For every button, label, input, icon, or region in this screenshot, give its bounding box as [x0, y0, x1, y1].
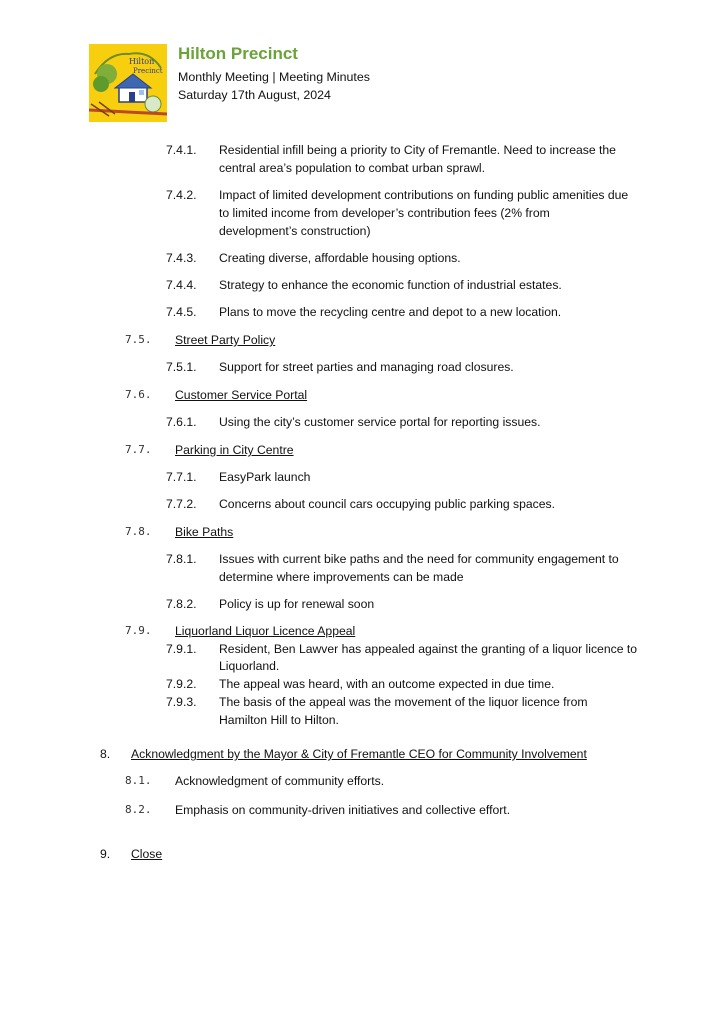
item-number: 7.4.4.	[166, 278, 197, 292]
logo-text-hilton: Hilton	[129, 57, 155, 66]
item-text: Acknowledgment of community efforts.	[175, 774, 385, 788]
item-number: 7.9.2.	[166, 677, 197, 691]
item-text: Strategy to enhance the economic function of industrial estates.	[219, 278, 562, 292]
section-heading: Street Party Policy	[175, 333, 276, 347]
item-number: 7.6.1.	[166, 415, 197, 429]
item-number: 7.8.2.	[166, 597, 197, 611]
item-text: Policy is up for renewal soon	[219, 597, 375, 611]
item-number: 7.7.1.	[166, 470, 197, 484]
org-title: Hilton Precinct	[178, 44, 298, 63]
logo-text-precinct: Precinct	[133, 67, 163, 75]
item-number: 8.1.	[125, 774, 152, 787]
meeting-date: Saturday 17th August, 2024	[178, 88, 331, 102]
hilton-precinct-logo	[89, 44, 167, 122]
item-number: 7.4.3.	[166, 251, 197, 265]
section-number: 7.5.	[125, 333, 152, 346]
section-number: 9.	[100, 847, 111, 861]
item-text: Impact of limited development contributions on funding public amenities due	[219, 188, 629, 202]
item-text: Emphasis on community-driven initiatives and collective effort.	[175, 803, 511, 817]
meeting-subtitle: Monthly Meeting | Meeting Minutes	[178, 70, 370, 84]
section-number: 8.	[100, 747, 111, 761]
item-number: 7.9.3.	[166, 695, 197, 709]
item-text: Resident, Ben Lawver has appealed against the granting of a liquor licence to	[219, 642, 638, 656]
section-number: 7.8.	[125, 525, 152, 538]
section-heading: Bike Paths	[175, 525, 234, 539]
item-number: 7.9.1.	[166, 642, 197, 656]
section-heading: Acknowledgment by the Mayor & City of Fremantle CEO for Community Involvement	[131, 747, 587, 761]
item-text: The basis of the appeal was the movement of the liquor licence from	[219, 695, 588, 709]
section-heading: Close	[131, 847, 163, 861]
item-number: 7.4.5.	[166, 305, 197, 319]
item-number: 7.7.2.	[166, 497, 197, 511]
item-number: 7.5.1.	[166, 360, 197, 374]
item-text: Support for street parties and managing road closures.	[219, 360, 514, 374]
item-text: Liquorland.	[219, 659, 280, 673]
section-heading: Customer Service Portal	[175, 388, 308, 402]
item-number: 7.4.1.	[166, 143, 197, 157]
section-number: 7.9.	[125, 624, 152, 637]
item-number: 7.8.1.	[166, 552, 197, 566]
item-text: central area’s population to combat urban sprawl.	[219, 161, 486, 175]
item-text: to limited income from developer’s contribution fees (2% from	[219, 206, 550, 220]
section-number: 7.6.	[125, 388, 152, 401]
item-text: Using the city’s customer service portal for reporting issues.	[219, 415, 541, 429]
item-text: Plans to move the recycling centre and depot to a new location.	[219, 305, 562, 319]
item-text: Concerns about council cars occupying public parking spaces.	[219, 497, 556, 511]
item-text: The appeal was heard, with an outcome expected in due time.	[219, 677, 555, 691]
item-text: Issues with current bike paths and the need for community engagement to	[219, 552, 619, 566]
section-number: 7.7.	[125, 443, 152, 456]
item-text: Hamilton Hill to Hilton.	[219, 713, 339, 727]
item-text: Residential infill being a priority to City of Fremantle. Need to increase the	[219, 143, 616, 157]
section-heading: Liquorland Liquor Licence Appeal	[175, 624, 356, 638]
item-text: determine where improvements can be made	[219, 570, 464, 584]
item-text: development’s construction)	[219, 224, 371, 238]
item-text: Creating diverse, affordable housing options.	[219, 251, 461, 265]
item-text: EasyPark launch	[219, 470, 311, 484]
item-number: 8.2.	[125, 803, 152, 816]
section-heading: Parking in City Centre	[175, 443, 294, 457]
item-number: 7.4.2.	[166, 188, 197, 202]
